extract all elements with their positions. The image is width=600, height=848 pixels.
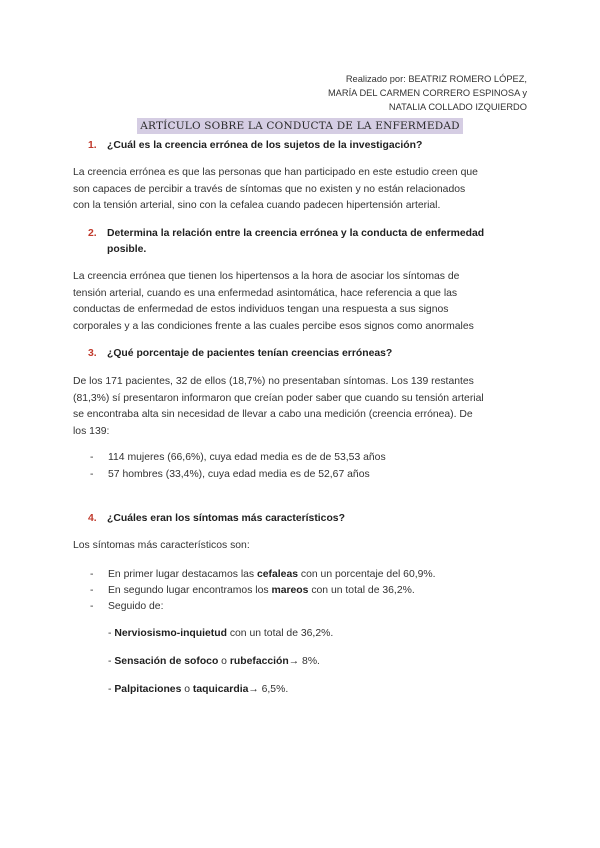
answer-line: De los 171 pacientes, 32 de ellos (18,7%) no presentaban síntomas. Los 139 restantes bbox=[73, 376, 474, 387]
list-item bbox=[90, 467, 370, 483]
list-item bbox=[90, 567, 436, 583]
list-item-text: 57 hombres (33,4%), cuya edad media es de 52,67 años bbox=[108, 469, 370, 480]
symptom-bold: rubefacción bbox=[229, 656, 289, 667]
authors-line: MARÍA DEL CARMEN CORRERO ESPINOSA y bbox=[327, 88, 527, 98]
authors-line: NATALIA COLLADO IZQUIERDO bbox=[388, 102, 527, 112]
bullet-dash: - bbox=[90, 569, 94, 580]
list-item bbox=[90, 450, 386, 466]
sub-item-text: con un total de 36,2%. bbox=[226, 628, 334, 639]
answer-3 bbox=[73, 374, 533, 441]
symptom-bold: taquicardia bbox=[192, 684, 249, 695]
question-number: 1. bbox=[88, 140, 97, 151]
symptom-bold: mareos bbox=[271, 585, 309, 596]
list-item-text: En primer lugar destacamos las bbox=[108, 569, 257, 580]
sub-item-text: → 6,5%. bbox=[248, 684, 289, 695]
authors-block bbox=[328, 72, 527, 114]
list-item bbox=[90, 583, 415, 599]
document-title: ARTÍCULO SOBRE LA CONDUCTA DE LA ENFERMEDAD bbox=[137, 118, 463, 134]
answer-4-intro: Los síntomas más característicos son: bbox=[73, 540, 250, 551]
bullet-dash: - bbox=[90, 601, 94, 612]
sub-item-text: o bbox=[218, 656, 230, 667]
answer-line: tensión arterial, cuando es una enfermedad asintomática, hace referencia a que las bbox=[73, 287, 458, 299]
list-item-text: En segundo lugar encontramos los bbox=[108, 585, 272, 596]
answer-line: La creencia errónea es que las personas que han participado en este estudio creen que bbox=[73, 167, 478, 178]
answer-2 bbox=[73, 269, 533, 336]
answer-line: corporales y a las condiciones frente a las cuales percibe esos signos como anormales bbox=[73, 321, 474, 333]
answer-line: se encontraba alta sin necesidad de llevar a cabo una medición (creencia errónea). De bbox=[73, 409, 473, 421]
question-3 bbox=[88, 346, 392, 362]
symptom-bold: cefaleas bbox=[257, 569, 299, 580]
sub-item bbox=[108, 626, 333, 642]
title-wrap bbox=[0, 116, 600, 134]
authors-line: Realizado por: BEATRIZ ROMERO LÓPEZ, bbox=[345, 74, 527, 84]
question-text: posible. bbox=[107, 244, 147, 255]
symptom-bold: Nerviosismo-inquietud bbox=[114, 628, 227, 639]
question-1 bbox=[88, 138, 422, 154]
bullet-dash: - bbox=[90, 452, 94, 463]
question-text: Determina la relación entre la creencia errónea y la conducta de enfermedad bbox=[107, 228, 485, 239]
answer-line: son capaces de percibir a través de síntomas que no existen y no están relacionados bbox=[73, 183, 466, 195]
symptom-bold: Palpitaciones bbox=[114, 684, 182, 695]
answer-line: los 139: bbox=[73, 426, 110, 438]
question-number: 4. bbox=[88, 513, 97, 524]
sub-item-text: - bbox=[108, 656, 115, 667]
sub-item bbox=[108, 654, 320, 670]
bullet-dash: - bbox=[90, 585, 94, 596]
list-item bbox=[90, 599, 163, 615]
list-item-text: 114 mujeres (66,6%), cuya edad media es de de 53,53 años bbox=[108, 452, 386, 463]
question-text: ¿Cuál es la creencia errónea de los sujetos de la investigación? bbox=[107, 140, 423, 151]
question-4 bbox=[88, 511, 345, 527]
answer-line: La creencia errónea que tienen los hipertensos a la hora de asociar los síntomas de bbox=[73, 271, 460, 282]
sub-item-text: o bbox=[181, 684, 193, 695]
symptom-bold: Sensación de sofoco bbox=[114, 656, 219, 667]
bullet-dash: - bbox=[90, 469, 94, 480]
answer-1 bbox=[73, 165, 533, 215]
question-number: 3. bbox=[88, 348, 97, 359]
sub-item-text: - bbox=[108, 628, 115, 639]
sub-item bbox=[108, 682, 288, 698]
sub-item-text: - bbox=[108, 684, 115, 695]
question-text: ¿Cuáles eran los síntomas más característicos? bbox=[107, 513, 345, 524]
question-text: ¿Qué porcentaje de pacientes tenían creencias erróneas? bbox=[107, 348, 393, 359]
question-2 bbox=[88, 226, 484, 258]
list-item-text: con un total de 36,2%. bbox=[308, 585, 415, 596]
answer-line: con la tensión arterial, sino con la cefalea cuando padecen hipertensión arterial. bbox=[73, 200, 441, 212]
answer-line: conductas de enfermedad de estos individuos tengan una respuesta a sus signos bbox=[73, 304, 449, 316]
question-number: 2. bbox=[88, 228, 97, 239]
answer-line: (81,3%) sí presentaron informaron que creían poder saber que cuando su tensión arterial bbox=[73, 392, 484, 404]
list-item-text: Seguido de: bbox=[108, 601, 164, 612]
list-item-text: con un porcentaje del 60,9%. bbox=[298, 569, 436, 580]
sub-item-text: → 8%. bbox=[288, 656, 320, 667]
